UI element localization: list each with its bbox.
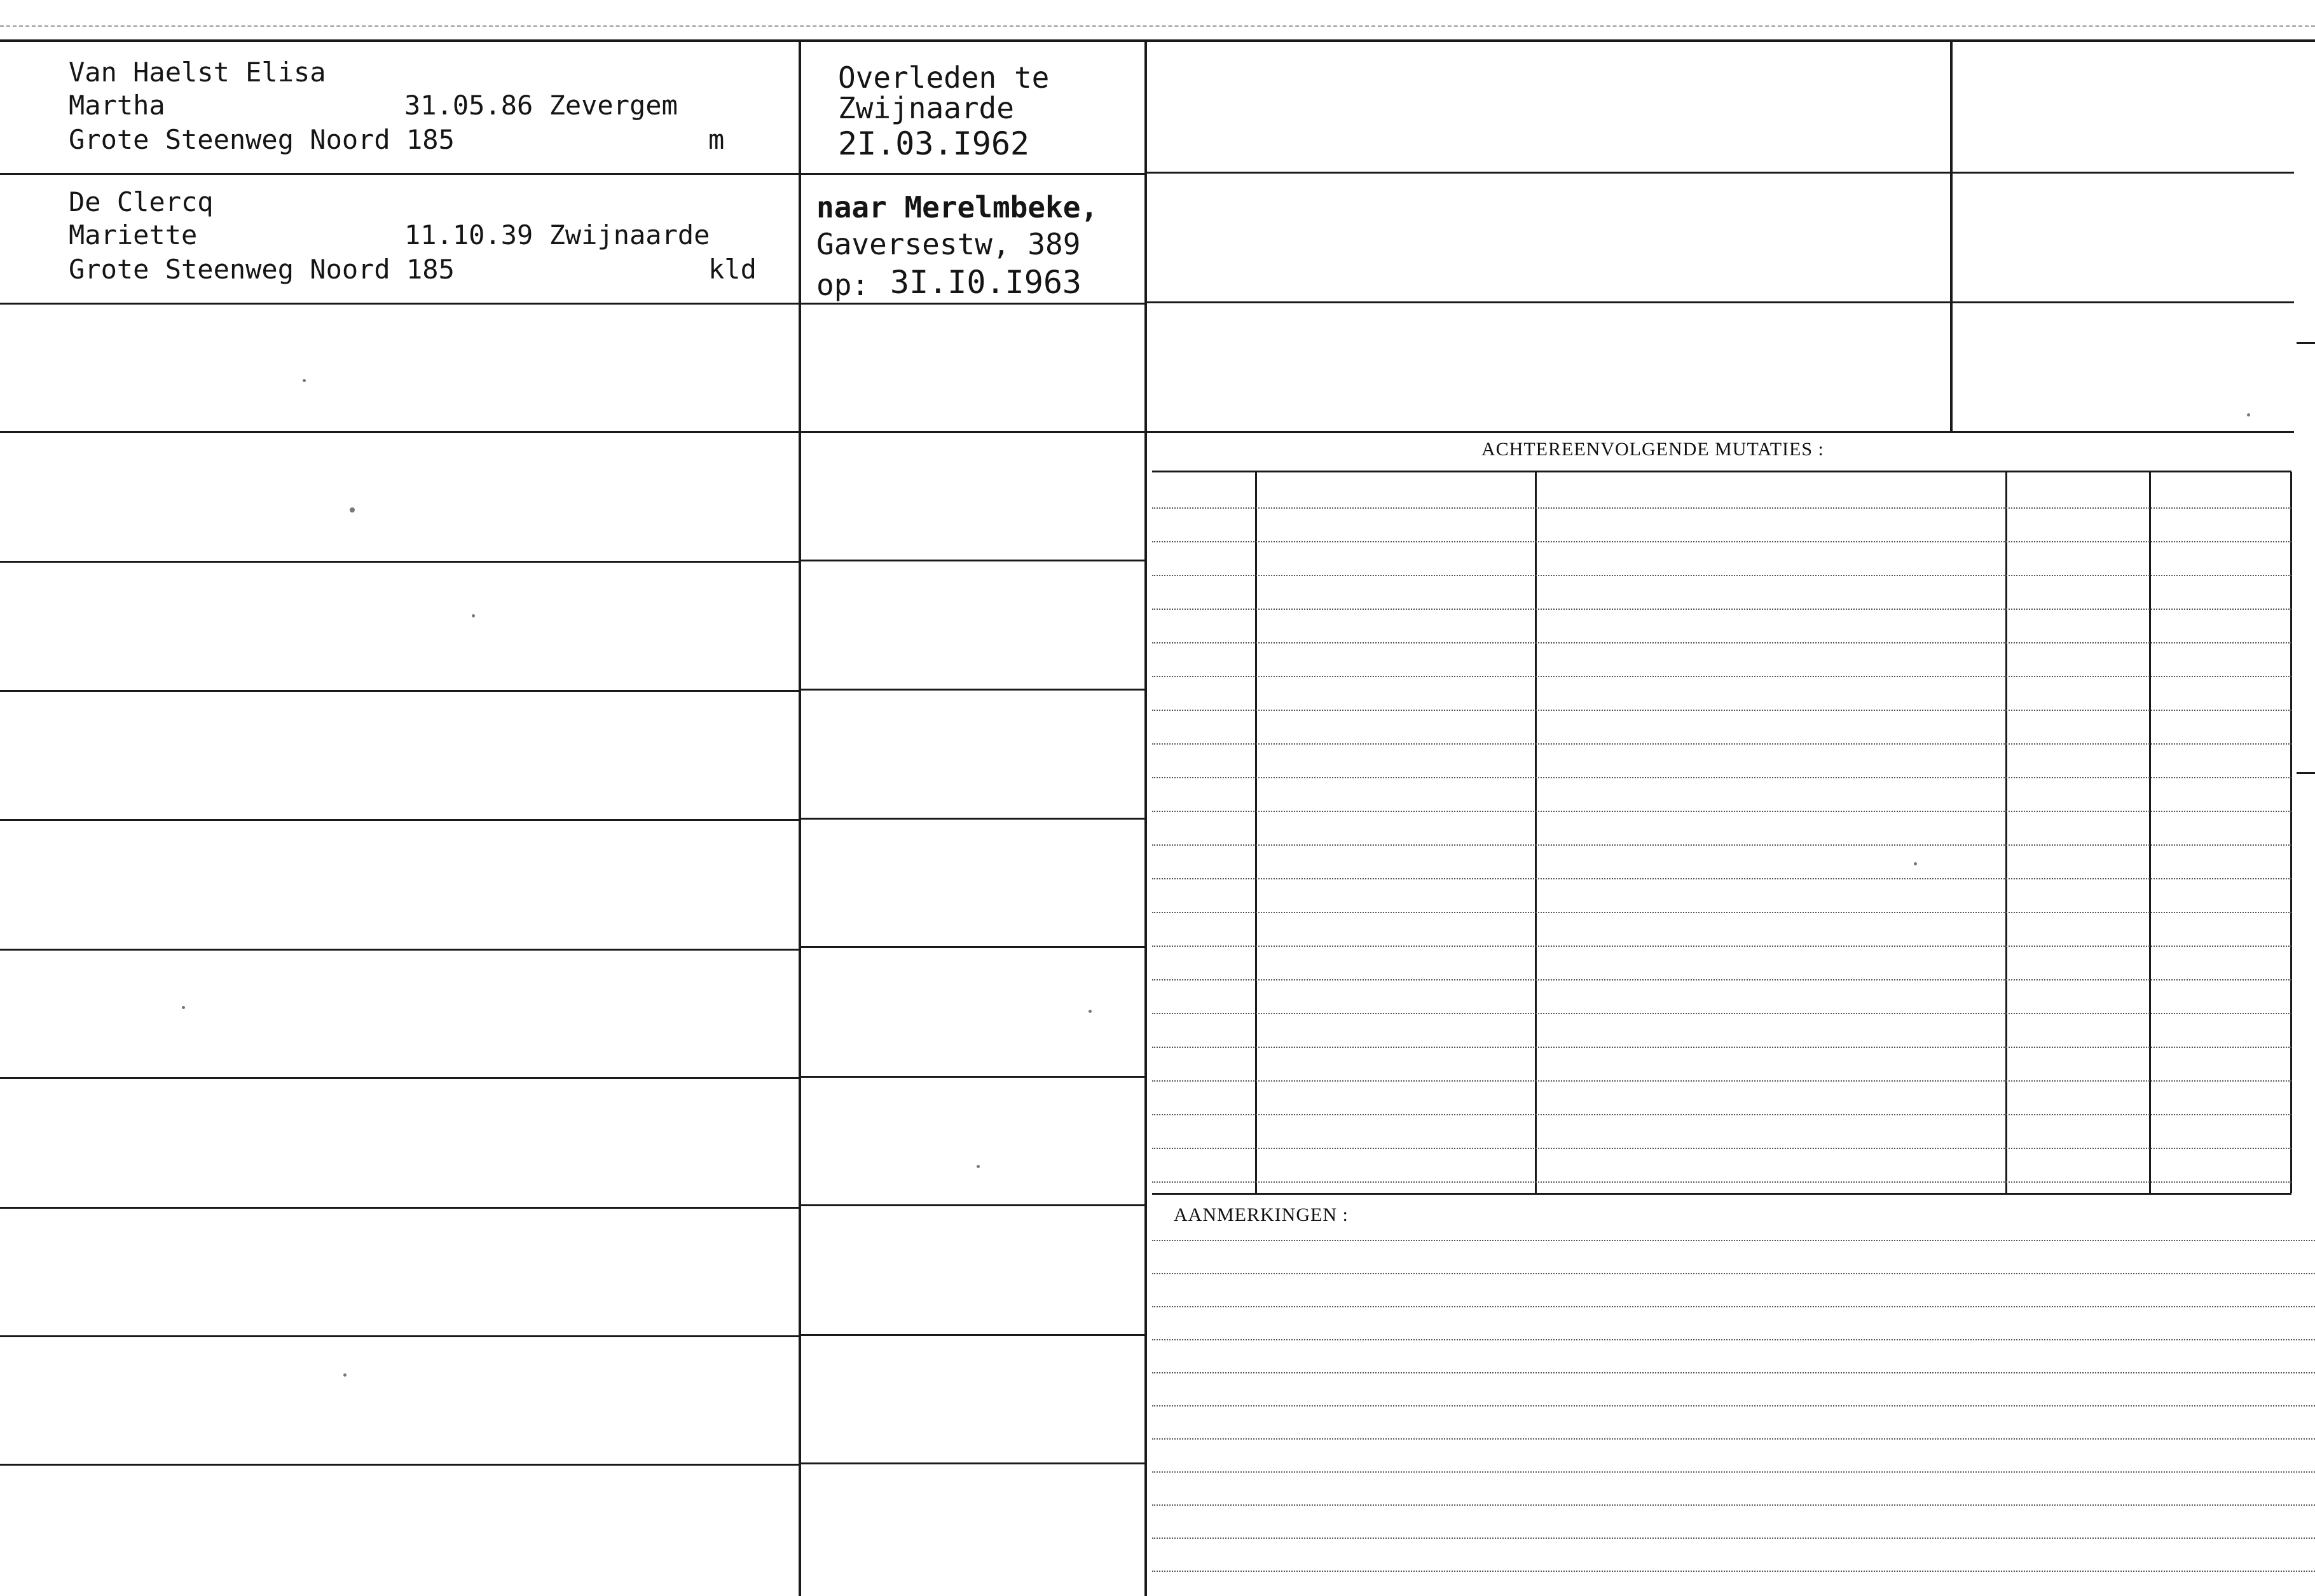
mutation-ruled-line [1152,811,2291,812]
mutation-ruled-line [1152,946,2291,947]
mutations-col-line [2290,472,2292,1193]
row-line [1147,172,2294,174]
row-line [801,818,1144,820]
entry-1-name-line2: Martha [69,90,165,121]
scan-speck [1914,862,1917,865]
mutation-ruled-line [1152,1114,2291,1115]
mutation-ruled-line [1152,743,2291,745]
row-line [0,1464,799,1466]
row-line [801,1334,1144,1336]
remark-ruled-line [1152,1538,2315,1539]
middle-2-date: 3I.I0.I963 [890,264,1082,301]
row-line [801,1076,1144,1078]
mutation-ruled-line [1152,710,2291,711]
scan-speck [2247,413,2250,416]
row-line [0,173,799,175]
remark-ruled-line [1152,1571,2315,1572]
mutation-ruled-line [1152,1047,2291,1048]
row-line [801,1462,1144,1464]
scan-speck [182,1006,185,1009]
middle-2-op-label: op: [816,268,870,302]
scan-speck [977,1165,980,1168]
column-divider-middle [1144,42,1147,1596]
entry-2-name-line1: De Clercq [69,186,214,217]
row-line [0,431,799,433]
mutation-ruled-line [1152,878,2291,879]
remark-ruled-line [1152,1504,2315,1506]
scan-speck [343,1373,347,1377]
mutations-top-border [1152,471,2291,472]
mutations-col-line [2005,472,2007,1193]
scan-speck [472,614,475,617]
mutation-ruled-line [1152,912,2291,913]
middle-2-line2: Gaversestw, 389 [816,227,1081,261]
mutations-bottom-border [1152,1193,2291,1195]
row-line [0,819,799,821]
row-line [801,303,1144,305]
mutation-ruled-line [1152,676,2291,677]
mutation-ruled-line [1152,507,2291,509]
middle-2-line1: naar Merelmbeke, [816,190,1099,224]
remark-ruled-line [1152,1273,2315,1274]
row-line [801,689,1144,691]
mutation-ruled-line [1152,1148,2291,1149]
entry-2-role: kld [708,254,757,285]
mutation-ruled-line [1152,609,2291,610]
remark-ruled-line [1152,1471,2315,1473]
top-dotted-edge [0,25,2315,27]
middle-1-line1: Overleden te [838,60,1050,95]
row-line [0,303,799,305]
entry-2-address: Grote Steenweg Noord 185 [69,254,455,285]
mutation-ruled-line [1152,1080,2291,1082]
mutations-col-line [1255,472,1257,1193]
right-edge-tick [2297,772,2315,774]
row-line [1147,431,2294,433]
entry-1-role: m [708,124,725,155]
entry-1-name-line1: Van Haelst Elisa [69,57,326,88]
mutation-ruled-line [1152,642,2291,643]
middle-1-date: 2I.03.I962 [838,125,1030,162]
mutation-ruled-line [1152,1013,2291,1014]
remark-ruled-line [1152,1240,2315,1241]
right-edge-tick [2297,342,2315,344]
middle-1-line2: Zwijnaarde [838,91,1014,125]
scan-speck [350,507,355,513]
mutation-ruled-line [1152,1181,2291,1183]
mutations-heading: ACHTEREENVOLGENDE MUTATIES : [1481,439,1824,460]
entry-2-name-line2: Mariette [69,219,198,251]
remark-ruled-line [1152,1405,2315,1407]
remark-ruled-line [1152,1438,2315,1440]
entry-1-address: Grote Steenweg Noord 185 [69,124,455,155]
top-border [0,39,2315,42]
row-line [0,949,799,951]
mutation-ruled-line [1152,979,2291,980]
row-line [801,1204,1144,1206]
row-line [1147,301,2294,303]
column-divider-right-upper [1950,42,1953,431]
entry-2-birth: 11.10.39 Zwijnaarde [404,219,710,251]
mutation-ruled-line [1152,844,2291,846]
row-line [0,690,799,692]
row-line [801,560,1144,561]
row-line [0,1077,799,1079]
row-line [0,1335,799,1337]
remark-ruled-line [1152,1372,2315,1373]
scan-speck [303,379,306,382]
row-line [801,946,1144,948]
remark-ruled-line [1152,1306,2315,1307]
entry-1-birth: 31.05.86 Zevergem [404,90,678,121]
row-line [0,1207,799,1209]
mutation-ruled-line [1152,777,2291,778]
mutation-ruled-line [1152,575,2291,576]
row-line [801,431,1144,433]
mutations-col-line [2149,472,2151,1193]
remarks-heading: AANMERKINGEN : [1174,1204,1349,1225]
row-line [0,561,799,563]
scan-speck [1089,1010,1092,1013]
mutations-col-line [1535,472,1537,1193]
remark-ruled-line [1152,1339,2315,1340]
row-line [801,173,1144,175]
mutation-ruled-line [1152,541,2291,542]
